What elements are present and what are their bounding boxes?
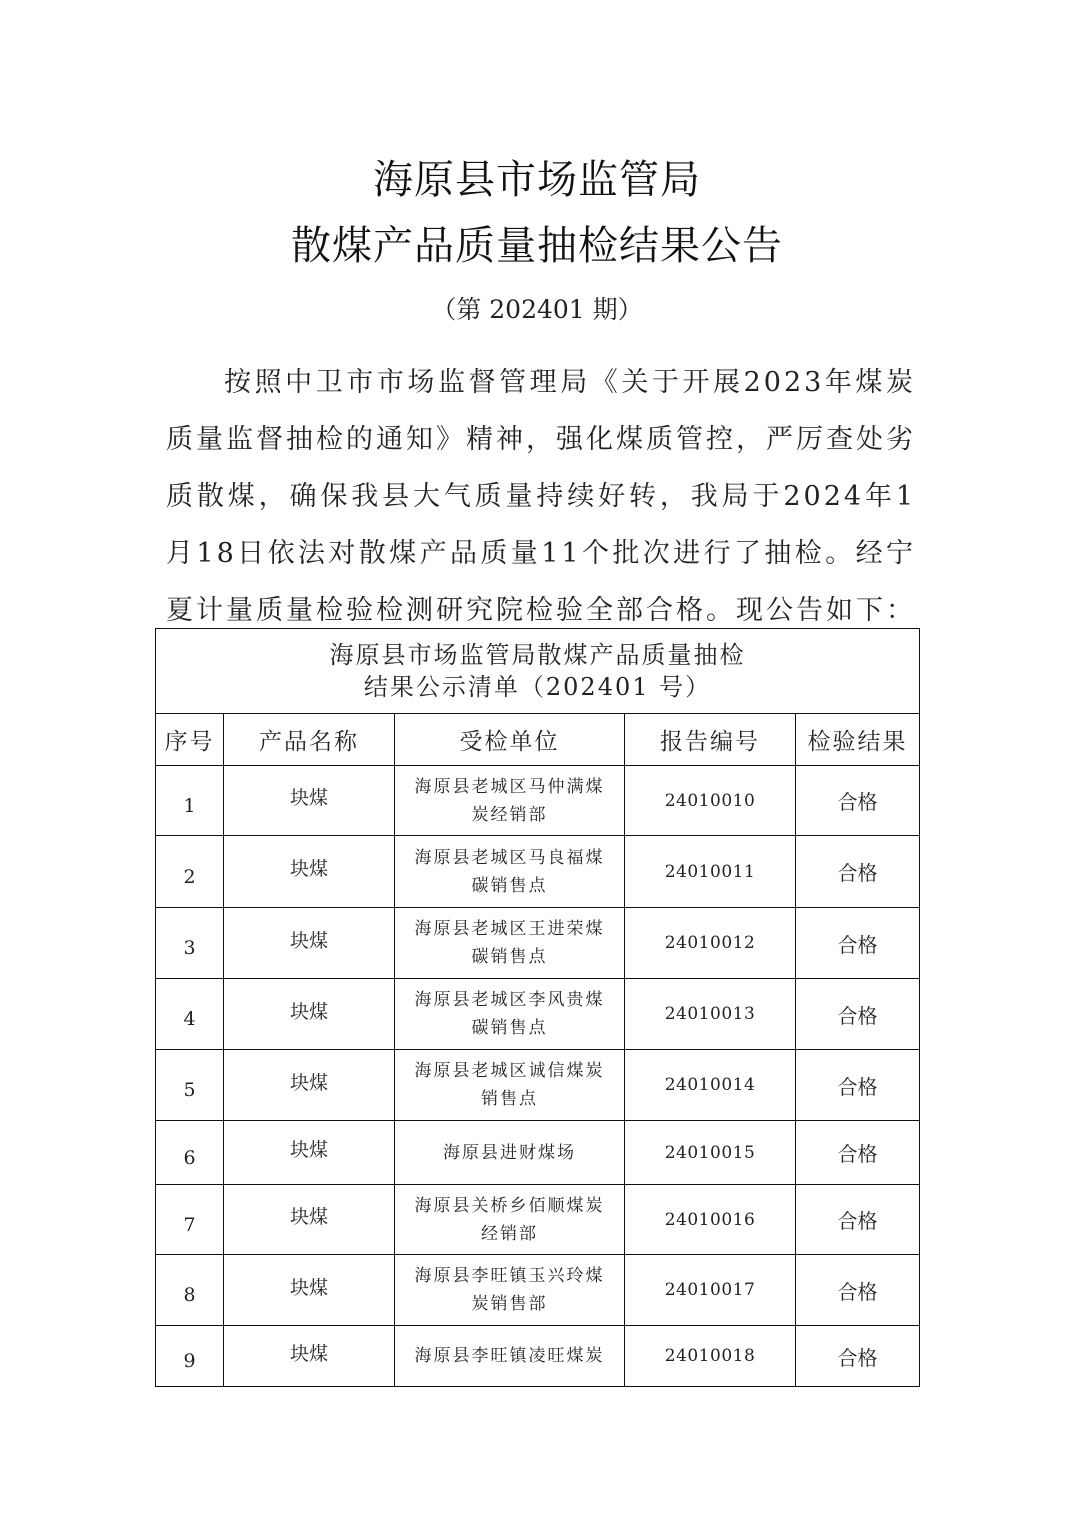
cell-no: 9	[156, 1326, 224, 1387]
table-row	[156, 1255, 920, 1326]
cell-unit: 海原县老城区王进荣煤碳销售点	[395, 908, 625, 979]
body-paragraph-container	[166, 354, 916, 639]
header-product: 产品名称	[224, 714, 395, 766]
header-report: 报告编号	[625, 714, 796, 766]
cell-no: 5	[156, 1050, 224, 1121]
cell-result: 合格	[796, 1185, 920, 1255]
table-header-row	[156, 714, 920, 766]
cell-unit: 海原县老城区马良福煤碳销售点	[395, 836, 625, 908]
table-row	[156, 908, 920, 979]
cell-no: 6	[156, 1121, 224, 1185]
cell-no: 3	[156, 908, 224, 979]
cell-product: 块煤	[224, 1121, 395, 1185]
cell-product: 块煤	[224, 908, 395, 979]
cell-result: 合格	[796, 1050, 920, 1121]
header-unit: 受检单位	[395, 714, 625, 766]
cell-product: 块煤	[224, 1185, 395, 1255]
cell-report: 24010017	[625, 1255, 796, 1326]
cell-no: 4	[156, 979, 224, 1050]
cell-report: 24010011	[625, 836, 796, 908]
table-row	[156, 1050, 920, 1121]
cell-product: 块煤	[224, 836, 395, 908]
table-caption	[156, 629, 920, 714]
cell-report: 24010013	[625, 979, 796, 1050]
cell-unit: 海原县李旺镇玉兴玲煤炭销售部	[395, 1255, 625, 1326]
body-paragraph: 按照中卫市市场监督管理局《关于开展2023年煤炭质量监督抽检的通知》精神，强化煤质管控，严厉查处劣质散煤，确保我县大气质量持续好转，我局于2024年1月18日依法对散煤产品质量11个批次进行了抽检。经宁夏计量质量检验检测研究院检验全部合格。现公告如下：	[166, 367, 916, 626]
cell-no: 8	[156, 1255, 224, 1326]
table-caption-row	[156, 629, 920, 714]
cell-result: 合格	[796, 1255, 920, 1326]
table-caption-line2: 结果公示清单（202401 号）	[363, 673, 712, 701]
cell-report: 24010014	[625, 1050, 796, 1121]
header-result: 检验结果	[796, 714, 920, 766]
document-title-line2: 散煤产品质量抽检结果公告	[291, 223, 783, 269]
table-row	[156, 836, 920, 908]
table-row	[156, 1121, 920, 1185]
table-caption-line1: 海原县市场监管局散煤产品质量抽检	[329, 641, 746, 669]
issue-number: （第 202401 期）	[431, 295, 643, 324]
results-table	[155, 628, 920, 1387]
cell-report: 24010018	[625, 1326, 796, 1387]
cell-unit: 海原县老城区马仲满煤炭经销部	[395, 766, 625, 836]
cell-unit: 海原县李旺镇凌旺煤炭	[395, 1326, 625, 1387]
cell-report: 24010010	[625, 766, 796, 836]
cell-result: 合格	[796, 908, 920, 979]
cell-report: 24010016	[625, 1185, 796, 1255]
cell-no: 2	[156, 836, 224, 908]
table-row	[156, 1326, 920, 1387]
cell-unit: 海原县进财煤场	[395, 1121, 625, 1185]
cell-result: 合格	[796, 836, 920, 908]
header-no: 序号	[156, 714, 224, 766]
cell-result: 合格	[796, 979, 920, 1050]
cell-report: 24010015	[625, 1121, 796, 1185]
cell-product: 块煤	[224, 766, 395, 836]
cell-result: 合格	[796, 1326, 920, 1387]
cell-result: 合格	[796, 766, 920, 836]
table-row	[156, 766, 920, 836]
cell-product: 块煤	[224, 1050, 395, 1121]
cell-no: 7	[156, 1185, 224, 1255]
document-title-line1: 海原县市场监管局	[373, 157, 701, 203]
cell-product: 块煤	[224, 979, 395, 1050]
cell-report: 24010012	[625, 908, 796, 979]
cell-product: 块煤	[224, 1326, 395, 1387]
cell-unit: 海原县关桥乡佰顺煤炭经销部	[395, 1185, 625, 1255]
cell-result: 合格	[796, 1121, 920, 1185]
cell-no: 1	[156, 766, 224, 836]
cell-unit: 海原县老城区李风贵煤碳销售点	[395, 979, 625, 1050]
cell-unit: 海原县老城区诚信煤炭销售点	[395, 1050, 625, 1121]
table-row	[156, 979, 920, 1050]
table-row	[156, 1185, 920, 1255]
cell-product: 块煤	[224, 1255, 395, 1326]
